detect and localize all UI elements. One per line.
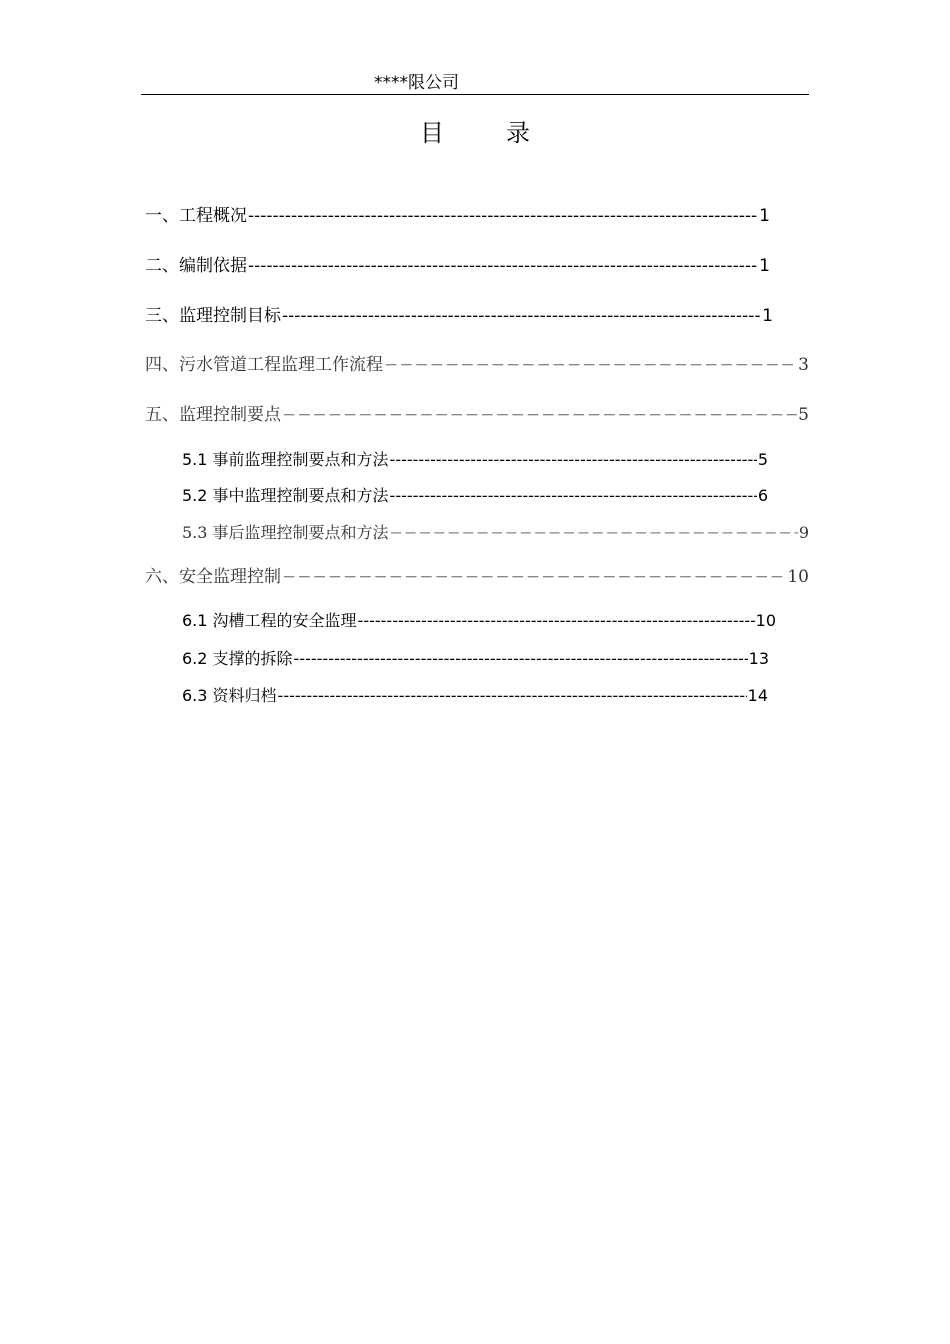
toc-entry-label: 六、安全监理控制 <box>145 567 281 587</box>
toc-entry-page: 1 <box>762 306 773 326</box>
toc-entry-label: 二、编制依据 <box>145 256 247 276</box>
toc-leader <box>294 647 748 671</box>
toc-entry-5-3[interactable] <box>182 521 809 545</box>
toc-title-char-1: 目 <box>420 119 444 147</box>
toc-leader <box>390 521 798 545</box>
toc-entry-label: 6.1 沟槽工程的安全监理 <box>182 611 357 630</box>
toc-entry-2[interactable] <box>145 254 770 278</box>
toc-leader <box>390 448 757 472</box>
toc-entry-page: 1 <box>759 206 770 226</box>
toc-entry-6[interactable] <box>145 565 809 589</box>
toc-entry-label: 一、工程概况 <box>145 206 247 226</box>
toc-entry-label: 6.2 支撑的拆除 <box>182 649 293 668</box>
toc-entry-page: 5 <box>798 405 809 425</box>
toc-entry-page: 1 <box>759 256 770 276</box>
toc-entry-page: 14 <box>747 686 768 705</box>
toc-leader <box>282 565 786 589</box>
toc-entry-page: 3 <box>798 355 809 375</box>
toc-entry-page: 5 <box>757 450 768 469</box>
toc-leader <box>282 304 761 328</box>
toc-entry-1[interactable] <box>145 204 770 228</box>
toc-leader <box>390 484 757 508</box>
toc-entry-3[interactable] <box>145 304 773 328</box>
toc-entry-5[interactable] <box>145 403 809 427</box>
toc-entry-label: 五、监理控制要点 <box>145 405 281 425</box>
company-name: ****限公司 <box>374 73 459 93</box>
toc-entry-label: 5.2 事中监理控制要点和方法 <box>182 486 389 505</box>
toc-leader <box>282 403 797 427</box>
toc-entry-6-1[interactable] <box>182 609 776 633</box>
toc-leader <box>358 609 755 633</box>
toc-entry-label: 6.3 资料归档 <box>182 686 277 705</box>
toc-entry-5-2[interactable] <box>182 484 768 508</box>
toc-entry-5-1[interactable] <box>182 448 768 472</box>
toc-entry-6-2[interactable] <box>182 647 769 671</box>
toc-entry-page: 10 <box>755 611 776 630</box>
toc-entry-label: 5.3 事后监理控制要点和方法 <box>182 523 389 542</box>
toc-entry-label: 5.1 事前监理控制要点和方法 <box>182 450 389 469</box>
toc-entry-label: 三、监理控制目标 <box>145 306 281 326</box>
toc-title-char-2: 录 <box>506 119 530 147</box>
toc-entry-4[interactable] <box>145 353 809 377</box>
toc-leader <box>248 204 758 228</box>
toc-entry-label: 四、污水管道工程监理工作流程 <box>145 355 383 375</box>
toc-entry-6-3[interactable] <box>182 684 768 708</box>
toc-entry-page: 9 <box>798 523 809 542</box>
toc-entry-page: 6 <box>757 486 768 505</box>
toc-entry-page: 13 <box>748 649 769 668</box>
toc-leader <box>278 684 747 708</box>
toc-leader <box>248 254 758 278</box>
toc-leader <box>384 353 797 377</box>
toc-entry-page: 10 <box>787 567 809 587</box>
